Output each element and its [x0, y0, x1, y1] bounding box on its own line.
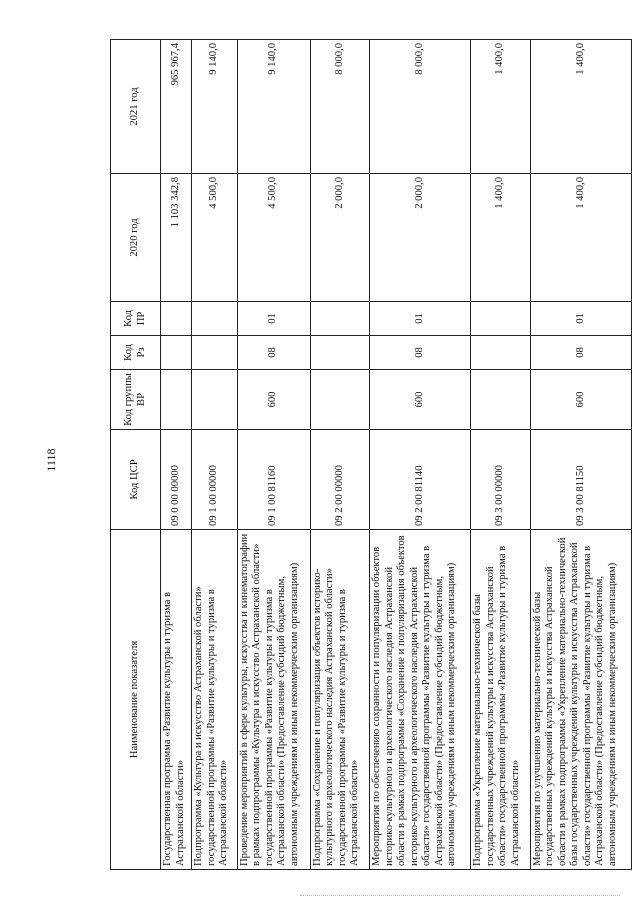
row-rz	[192, 336, 237, 370]
row-vr	[161, 370, 192, 430]
budget-table	[110, 39, 632, 870]
row-rz: 08	[370, 336, 471, 370]
row-csr: 09 2 00 00000	[310, 430, 369, 530]
row-vr: 600	[370, 370, 471, 430]
row-2021: 1 400,0	[471, 40, 530, 174]
table-row	[237, 40, 310, 870]
row-rz	[161, 336, 192, 370]
row-rz	[471, 336, 530, 370]
row-csr: 09 1 00 81160	[237, 430, 310, 530]
row-2020: 2 000,0	[370, 174, 471, 302]
header-name: Наименование показателя	[111, 530, 161, 870]
row-csr: 09 3 00 00000	[471, 430, 530, 530]
row-2020: 4 500,0	[192, 174, 237, 302]
row-2021: 965 967,4	[161, 40, 192, 174]
row-csr: 09 0 00 00000	[161, 430, 192, 530]
row-csr: 09 1 00 00000	[192, 430, 237, 530]
header-2021: 2021 год	[111, 40, 161, 174]
page-number: 1118	[44, 448, 58, 472]
row-vr	[310, 370, 369, 430]
row-2020: 1 103 342,8	[161, 174, 192, 302]
row-rz: 08	[530, 336, 631, 370]
header-pr: Код ПР	[111, 302, 161, 336]
table-row	[530, 40, 631, 870]
row-name: Мероприятия по улучшению материально-технической базы государственных учреждений культуры и искусства Астраханской области в рамках подпрограммы «Укрепление материально-технической базы государственных учреждений культуры и искусства Астраханской области» государственной программы «Развитие культуры и туризма в Астраханской области» (Предоставление субсидий бюджетным, автономным учреждениям и иным некоммерческим организациям)	[530, 530, 631, 870]
row-vr	[471, 370, 530, 430]
row-csr: 09 3 00 81150	[530, 430, 631, 530]
row-vr: 600	[237, 370, 310, 430]
row-rz: 08	[237, 336, 310, 370]
header-rz: Код Рз	[111, 336, 161, 370]
row-pr: 01	[237, 302, 310, 336]
row-rz	[310, 336, 369, 370]
header-csr: Код ЦСР	[111, 430, 161, 530]
row-2021: 9 140,0	[192, 40, 237, 174]
header-vr: Код группы ВР	[111, 370, 161, 430]
table-row	[161, 40, 192, 870]
row-2020: 1 400,0	[471, 174, 530, 302]
row-vr: 600	[530, 370, 631, 430]
budget-table-container	[110, 40, 632, 870]
table-header-row	[111, 40, 161, 870]
table-row	[310, 40, 369, 870]
row-name: Проведение мероприятий в сфере культуры, искусства и кинематографии в рамках подпрограммы «Культура и искусство Астраханской области» государственной программы «Развитие культуры и туризма в Астраханской области» (Предоставление субсидий бюджетным, автономным учреждениям и иным некоммерческим организациям)	[237, 530, 310, 870]
row-name: Подпрограмма «Культура и искусство Астраханской области» государственной программы «Развитие культуры и туризма в Астраханской области»	[192, 530, 237, 870]
row-2020: 1 400,0	[530, 174, 631, 302]
row-2021: 8 000,0	[370, 40, 471, 174]
row-2020: 2 000,0	[310, 174, 369, 302]
table-row	[471, 40, 530, 870]
bottom-divider	[300, 895, 620, 896]
row-pr: 01	[530, 302, 631, 336]
row-2021: 1 400,0	[530, 40, 631, 174]
table-row	[192, 40, 237, 870]
header-2020: 2020 год	[111, 174, 161, 302]
row-2020: 4 500,0	[237, 174, 310, 302]
row-name: Государственная программа «Развитие культуры и туризма в Астраханской области»	[161, 530, 192, 870]
row-pr	[471, 302, 530, 336]
table-row	[370, 40, 471, 870]
row-name: Мероприятия по обеспечению сохранности и популяризации объектов историко-культурного и археологического наследия Астраханской области в рамках подпрограммы «Сохранение и популяризация объектов историко-культурного и археологического наследия Астраханской области» государственной программы «Развитие культуры и туризма в Астраханской области» (Предоставление субсидий бюджетным, автономным учреждениям и иным некоммерческим организациям)	[370, 530, 471, 870]
row-pr	[310, 302, 369, 336]
row-pr: 01	[370, 302, 471, 336]
row-2021: 9 140,0	[237, 40, 310, 174]
row-pr	[192, 302, 237, 336]
row-name: Подпрограмма «Сохранение и популяризация объектов историко-культурного и археологического наследия Астраханской области» государственной программы «Развитие культуры и туризма в Астраханской области»	[310, 530, 369, 870]
row-csr: 09 2 00 81140	[370, 430, 471, 530]
row-2021: 8 000,0	[310, 40, 369, 174]
row-vr	[192, 370, 237, 430]
row-pr	[161, 302, 192, 336]
row-name: Подпрограмма «Укрепление материально-технической базы государственных учреждений культуры и искусства Астраханской области» государственной программы «Развитие культуры и туризма в Астраханской области»	[471, 530, 530, 870]
